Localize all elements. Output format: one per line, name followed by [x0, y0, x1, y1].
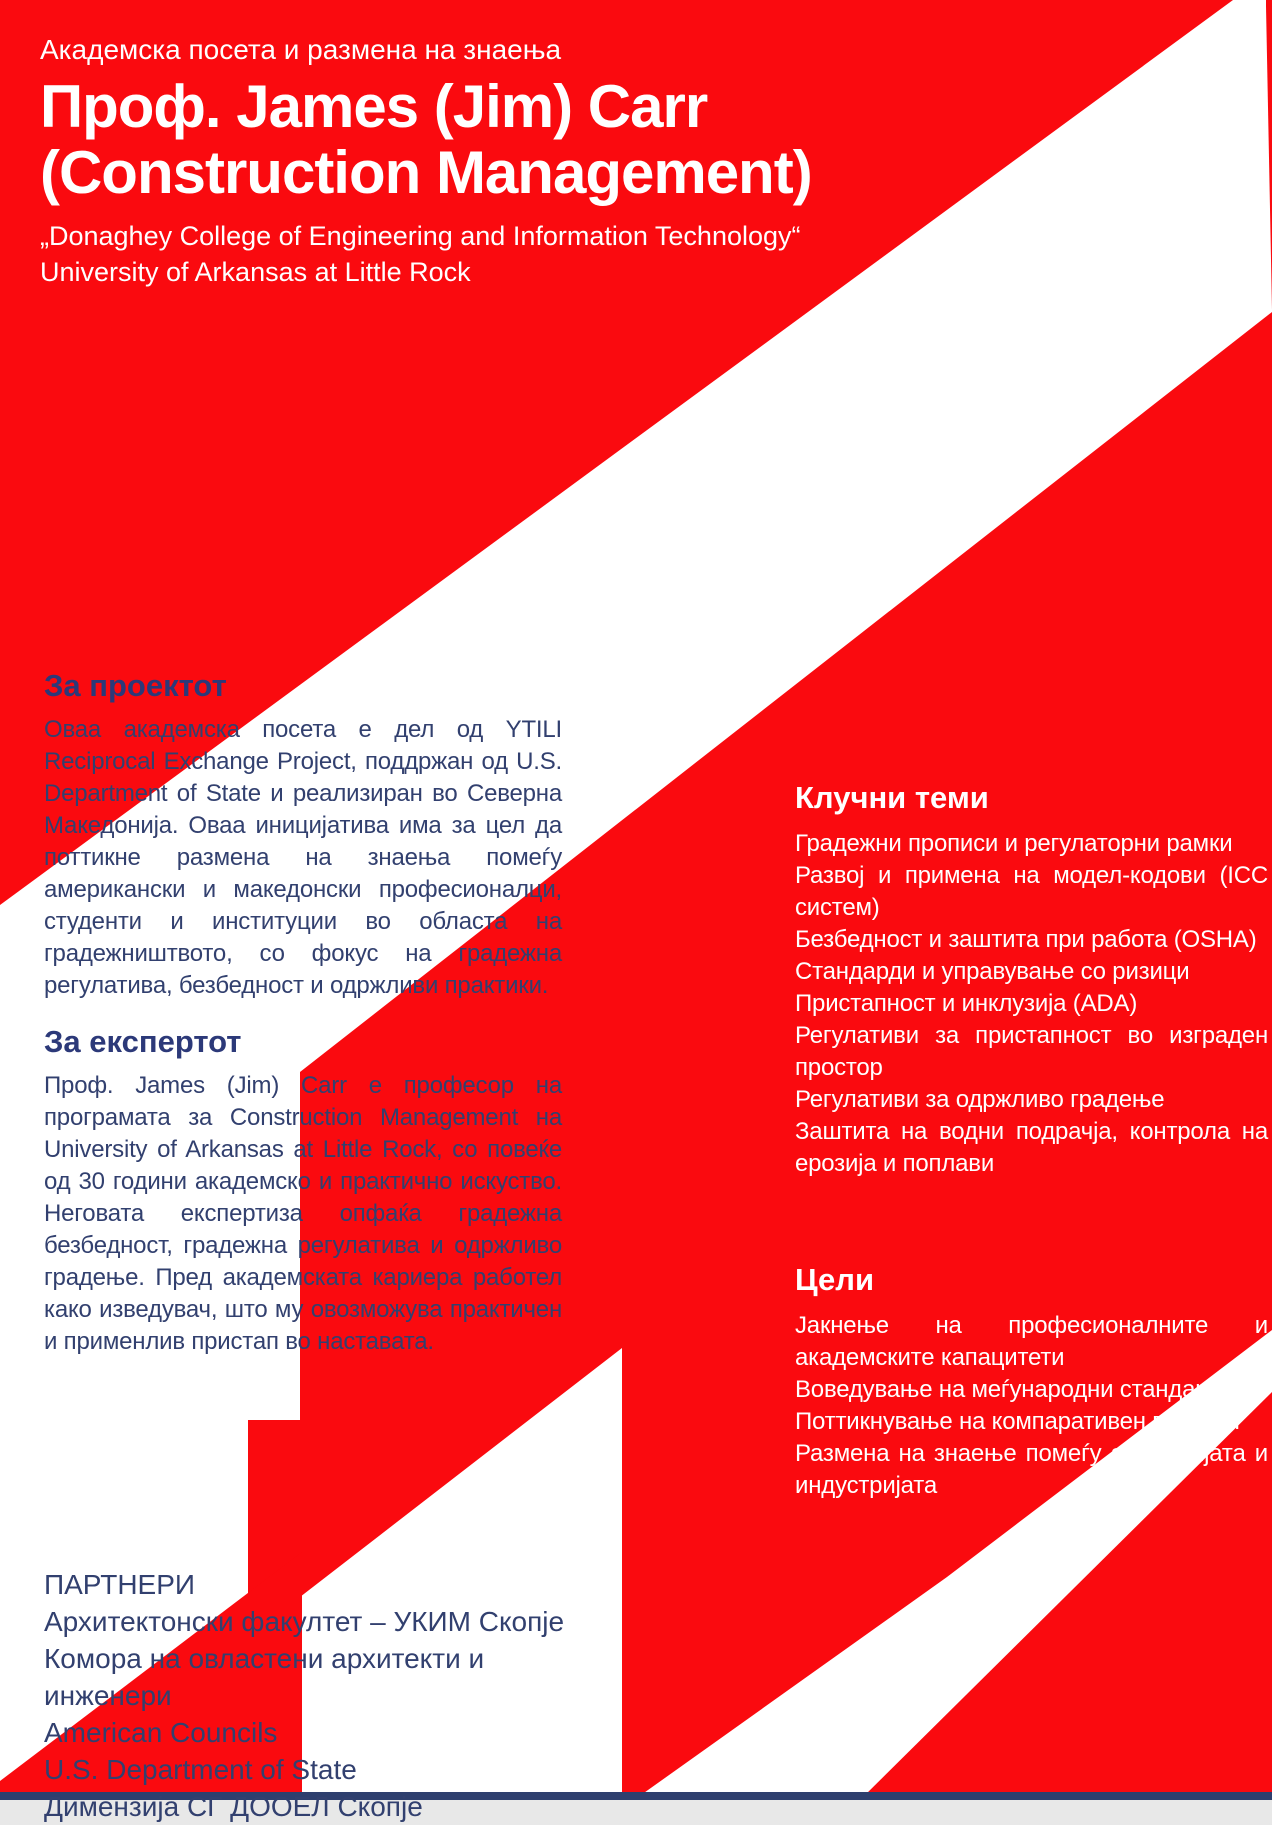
key-topics-heading: Клучни теми [795, 780, 989, 815]
subtitle-line-1: „Donaghey College of Engineering and Information Technology“ [40, 221, 801, 251]
about-expert-heading: За експертот [44, 1024, 242, 1059]
section-key-topics [795, 780, 1268, 1180]
section-about-project [44, 668, 562, 1002]
section-goals [795, 1262, 1268, 1502]
key-topic-item: Регулативи за пристапност во изграден простор [795, 1022, 1268, 1081]
key-topic-item: Стандарди и управување со ризици [795, 958, 1190, 985]
key-topic-item: Градежни прописи и регулаторни рамки [795, 830, 1233, 857]
key-topic-item: Развој и примена на модел-кодови (ICC систем) [795, 862, 1268, 921]
about-project-body: Оваа академска посета е дел од YTILI Reciprocal Exchange Project, поддржан од U.S. Department of State и реализиран во Северна Македонија. Оваа иницијатива има за цел да поттикне размена на знаења помеѓу американски и македонски професионалци, студенти и институции во областа на градежништвото, со фокус на градежна регулатива, безбедност и одржливи практики. [44, 716, 562, 999]
key-topic-item: Заштита на водни подрачја, контрола на ерозија и поплави [795, 1118, 1268, 1177]
partner-item: Архитектонски факултет – УКИМ Скопје [44, 1606, 565, 1637]
partner-item: American Councils [44, 1717, 278, 1748]
key-topics-list [795, 828, 1268, 1180]
header-subtitle [40, 218, 940, 290]
goal-item: Воведување на меѓународни стандарди [795, 1376, 1235, 1403]
partner-item: Комора на овластени архитекти и инженери [44, 1643, 485, 1711]
title-line-1: Проф. James (Jim) Carr [40, 73, 708, 140]
title-line-2: (Construction Management) [40, 139, 812, 206]
partners-list [44, 1603, 604, 1825]
key-topic-item: Безбедност и заштита при работа (OSHA) [795, 926, 1257, 953]
goals-heading: Цели [795, 1262, 875, 1297]
poster-title [40, 74, 940, 206]
goal-item: Поттикнување на компаративен пристап [795, 1408, 1240, 1435]
header-kicker: Академска посета и размена на знаења [40, 34, 562, 65]
about-project-heading: За проектот [44, 668, 227, 703]
goal-item: Јакнење на професионалните и академските капацитети [795, 1312, 1268, 1371]
key-topic-item: Пристапност и инклузија (ADA) [795, 990, 1138, 1017]
partners-heading: ПАРТНЕРИ [44, 1569, 196, 1600]
section-partners [44, 1566, 604, 1825]
about-expert-body: Проф. James (Jim) Carr е професор на програмата за Construction Management на University of Arkansas at Little Rock, со повеќе од 30 години академско и практично искуство. Неговата експертиза опфаќа градежна безбедност, градежна регулатива и одржливо градење. Пред академската кариера работел како изведувач, што му овозможува практичен и применлив пристап во наставата. [44, 1072, 562, 1355]
red-shape-right-sliver [1266, 0, 1272, 310]
goals-list [795, 1310, 1268, 1502]
section-about-expert [44, 1024, 562, 1358]
partner-item: Димензија СГ ДООЕЛ Скопје [44, 1791, 423, 1822]
key-topic-item: Регулативи за одржливо градење [795, 1086, 1165, 1113]
goal-item: Размена на знаење помеѓу академијата и индустријата [795, 1440, 1268, 1499]
partner-item: U.S. Department of State [44, 1754, 357, 1785]
header [40, 34, 940, 290]
subtitle-line-2: University of Arkansas at Little Rock [40, 257, 471, 287]
